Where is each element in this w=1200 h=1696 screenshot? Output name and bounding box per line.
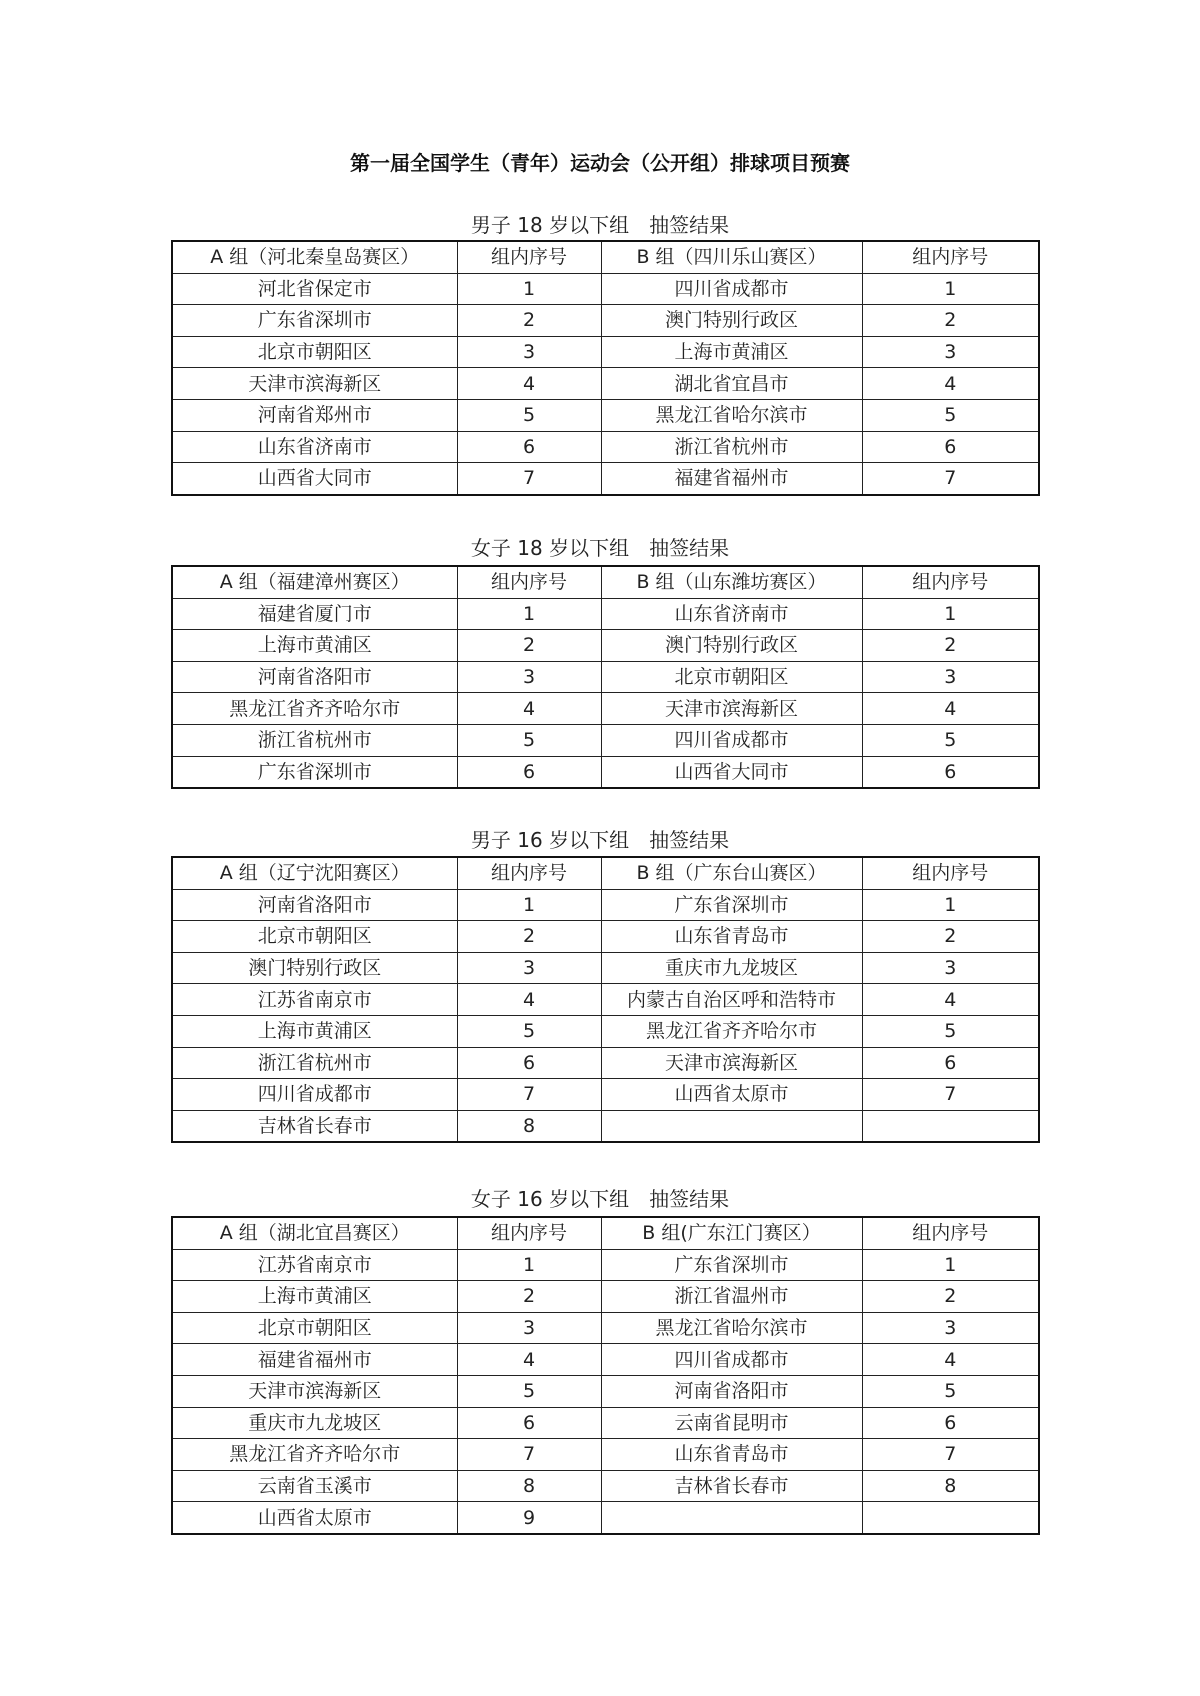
table-row bbox=[172, 431, 1039, 463]
table-row bbox=[172, 463, 1039, 495]
table-row bbox=[172, 399, 1039, 431]
team-cell: 浙江省杭州市 bbox=[172, 724, 457, 756]
team-cell: 吉林省长春市 bbox=[601, 1470, 862, 1502]
table-row bbox=[172, 889, 1039, 921]
draw-results-table bbox=[171, 240, 1040, 496]
table-row bbox=[172, 756, 1039, 788]
team-cell: 天津市滨海新区 bbox=[601, 693, 862, 725]
seed-number-cell: 2 bbox=[457, 630, 601, 662]
table-row bbox=[172, 921, 1039, 953]
table-row bbox=[172, 1047, 1039, 1079]
column-header: 组内序号 bbox=[457, 857, 601, 889]
seed-number-cell: 1 bbox=[862, 1249, 1039, 1281]
table-row bbox=[172, 693, 1039, 725]
table-row bbox=[172, 1249, 1039, 1281]
table-row bbox=[172, 1344, 1039, 1376]
seed-number-cell: 2 bbox=[862, 921, 1039, 953]
team-cell: 黑龙江省齐齐哈尔市 bbox=[172, 693, 457, 725]
table-header-row bbox=[172, 1217, 1039, 1249]
table-row bbox=[172, 1281, 1039, 1313]
column-header: 组内序号 bbox=[862, 566, 1039, 598]
team-cell: 北京市朝阳区 bbox=[172, 1312, 457, 1344]
seed-number-cell: 3 bbox=[862, 336, 1039, 368]
seed-number-cell: 2 bbox=[457, 1281, 601, 1313]
seed-number-cell: 3 bbox=[862, 661, 1039, 693]
seed-number-cell: 9 bbox=[457, 1502, 601, 1534]
seed-number-cell: 2 bbox=[862, 305, 1039, 337]
column-header: A 组（福建漳州赛区） bbox=[172, 566, 457, 598]
seed-number-cell: 3 bbox=[457, 661, 601, 693]
seed-number-cell: 4 bbox=[862, 693, 1039, 725]
seed-number-cell: 2 bbox=[457, 921, 601, 953]
column-header: 组内序号 bbox=[457, 1217, 601, 1249]
table-row bbox=[172, 368, 1039, 400]
table-row bbox=[172, 630, 1039, 662]
team-cell: 上海市黄浦区 bbox=[601, 336, 862, 368]
seed-number-cell: 3 bbox=[862, 952, 1039, 984]
column-header: A 组（湖北宜昌赛区） bbox=[172, 1217, 457, 1249]
seed-number-cell: 8 bbox=[862, 1470, 1039, 1502]
team-cell: 广东省深圳市 bbox=[601, 889, 862, 921]
seed-number-cell: 1 bbox=[457, 273, 601, 305]
table-row bbox=[172, 1470, 1039, 1502]
seed-number-cell: 1 bbox=[457, 889, 601, 921]
section-caption: 男子 18 岁以下组 抽签结果 bbox=[470, 213, 730, 237]
table-row bbox=[172, 305, 1039, 337]
team-cell: 澳门特别行政区 bbox=[601, 305, 862, 337]
team-cell: 云南省玉溪市 bbox=[172, 1470, 457, 1502]
team-cell: 山西省大同市 bbox=[601, 756, 862, 788]
seed-number-cell: 7 bbox=[457, 1079, 601, 1111]
seed-number-cell: 4 bbox=[457, 693, 601, 725]
column-header: A 组（辽宁沈阳赛区） bbox=[172, 857, 457, 889]
seed-number-cell: 1 bbox=[862, 598, 1039, 630]
team-cell: 上海市黄浦区 bbox=[172, 1281, 457, 1313]
seed-number-cell: 3 bbox=[457, 952, 601, 984]
table-row bbox=[172, 598, 1039, 630]
team-cell: 四川省成都市 bbox=[601, 1344, 862, 1376]
seed-number-cell: 6 bbox=[457, 431, 601, 463]
seed-number-cell: 6 bbox=[862, 1407, 1039, 1439]
draw-results-table bbox=[171, 565, 1040, 789]
seed-number-cell: 3 bbox=[457, 1312, 601, 1344]
team-cell: 澳门特别行政区 bbox=[172, 952, 457, 984]
team-cell: 北京市朝阳区 bbox=[172, 336, 457, 368]
team-cell: 四川省成都市 bbox=[172, 1079, 457, 1111]
seed-number-cell: 2 bbox=[862, 1281, 1039, 1313]
team-cell: 河南省洛阳市 bbox=[601, 1375, 862, 1407]
seed-number-cell: 1 bbox=[457, 598, 601, 630]
team-cell: 重庆市九龙坡区 bbox=[172, 1407, 457, 1439]
team-cell: 广东省深圳市 bbox=[172, 756, 457, 788]
seed-number-cell: 6 bbox=[457, 1407, 601, 1439]
column-header: B 组（广东台山赛区） bbox=[601, 857, 862, 889]
team-cell: 山东省济南市 bbox=[172, 431, 457, 463]
table-header-row bbox=[172, 857, 1039, 889]
team-cell: 山西省太原市 bbox=[601, 1079, 862, 1111]
team-cell: 福建省福州市 bbox=[172, 1344, 457, 1376]
team-cell bbox=[601, 1502, 862, 1534]
team-cell: 河南省洛阳市 bbox=[172, 889, 457, 921]
section-caption: 女子 18 岁以下组 抽签结果 bbox=[470, 536, 730, 560]
table-row bbox=[172, 1312, 1039, 1344]
team-cell: 江苏省南京市 bbox=[172, 984, 457, 1016]
team-cell: 黑龙江省哈尔滨市 bbox=[601, 1312, 862, 1344]
team-cell: 广东省深圳市 bbox=[601, 1249, 862, 1281]
team-cell: 山东省济南市 bbox=[601, 598, 862, 630]
seed-number-cell: 3 bbox=[862, 1312, 1039, 1344]
seed-number-cell: 4 bbox=[862, 1344, 1039, 1376]
seed-number-cell: 4 bbox=[457, 984, 601, 1016]
team-cell: 北京市朝阳区 bbox=[601, 661, 862, 693]
team-cell: 内蒙古自治区呼和浩特市 bbox=[601, 984, 862, 1016]
section-caption: 女子 16 岁以下组 抽签结果 bbox=[470, 1187, 730, 1211]
seed-number-cell: 6 bbox=[862, 756, 1039, 788]
seed-number-cell: 6 bbox=[862, 431, 1039, 463]
table-row bbox=[172, 1439, 1039, 1471]
team-cell: 浙江省温州市 bbox=[601, 1281, 862, 1313]
column-header: 组内序号 bbox=[862, 1217, 1039, 1249]
seed-number-cell: 4 bbox=[457, 368, 601, 400]
draw-results-table bbox=[171, 1216, 1040, 1535]
team-cell: 江苏省南京市 bbox=[172, 1249, 457, 1281]
seed-number-cell: 1 bbox=[862, 889, 1039, 921]
table-row bbox=[172, 952, 1039, 984]
seed-number-cell: 6 bbox=[862, 1047, 1039, 1079]
column-header: B 组(广东江门赛区） bbox=[601, 1217, 862, 1249]
team-cell: 吉林省长春市 bbox=[172, 1110, 457, 1142]
table-header-row bbox=[172, 566, 1039, 598]
seed-number-cell: 7 bbox=[862, 1079, 1039, 1111]
table-row bbox=[172, 1079, 1039, 1111]
table-row bbox=[172, 984, 1039, 1016]
table-row bbox=[172, 1407, 1039, 1439]
seed-number-cell bbox=[862, 1502, 1039, 1534]
seed-number-cell: 4 bbox=[457, 1344, 601, 1376]
seed-number-cell: 8 bbox=[457, 1470, 601, 1502]
seed-number-cell: 1 bbox=[862, 273, 1039, 305]
seed-number-cell: 7 bbox=[457, 463, 601, 495]
seed-number-cell: 3 bbox=[457, 336, 601, 368]
column-header: 组内序号 bbox=[457, 241, 601, 273]
team-cell: 黑龙江省齐齐哈尔市 bbox=[601, 1015, 862, 1047]
seed-number-cell: 5 bbox=[862, 1375, 1039, 1407]
team-cell: 广东省深圳市 bbox=[172, 305, 457, 337]
seed-number-cell: 5 bbox=[862, 1015, 1039, 1047]
team-cell: 山西省太原市 bbox=[172, 1502, 457, 1534]
team-cell: 天津市滨海新区 bbox=[601, 1047, 862, 1079]
column-header: 组内序号 bbox=[862, 857, 1039, 889]
team-cell: 河南省洛阳市 bbox=[172, 661, 457, 693]
table-row bbox=[172, 1110, 1039, 1142]
column-header: B 组（四川乐山赛区） bbox=[601, 241, 862, 273]
team-cell: 福建省福州市 bbox=[601, 463, 862, 495]
seed-number-cell: 2 bbox=[457, 305, 601, 337]
seed-number-cell bbox=[862, 1110, 1039, 1142]
team-cell: 山西省大同市 bbox=[172, 463, 457, 495]
team-cell: 上海市黄浦区 bbox=[172, 1015, 457, 1047]
team-cell: 天津市滨海新区 bbox=[172, 368, 457, 400]
seed-number-cell: 7 bbox=[862, 463, 1039, 495]
document-title: 第一届全国学生（青年）运动会（公开组）排球项目预赛 bbox=[350, 151, 850, 175]
table-row bbox=[172, 1502, 1039, 1534]
seed-number-cell: 5 bbox=[457, 1015, 601, 1047]
seed-number-cell: 4 bbox=[862, 368, 1039, 400]
seed-number-cell: 5 bbox=[457, 1375, 601, 1407]
seed-number-cell: 5 bbox=[457, 724, 601, 756]
table-row bbox=[172, 1375, 1039, 1407]
seed-number-cell: 5 bbox=[457, 399, 601, 431]
seed-number-cell: 7 bbox=[862, 1439, 1039, 1471]
team-cell: 浙江省杭州市 bbox=[601, 431, 862, 463]
team-cell: 上海市黄浦区 bbox=[172, 630, 457, 662]
seed-number-cell: 8 bbox=[457, 1110, 601, 1142]
column-header: 组内序号 bbox=[862, 241, 1039, 273]
seed-number-cell: 6 bbox=[457, 1047, 601, 1079]
seed-number-cell: 7 bbox=[457, 1439, 601, 1471]
seed-number-cell: 6 bbox=[457, 756, 601, 788]
column-header: A 组（河北秦皇岛赛区） bbox=[172, 241, 457, 273]
table-row bbox=[172, 273, 1039, 305]
team-cell: 黑龙江省齐齐哈尔市 bbox=[172, 1439, 457, 1471]
table-row bbox=[172, 724, 1039, 756]
team-cell: 天津市滨海新区 bbox=[172, 1375, 457, 1407]
seed-number-cell: 1 bbox=[457, 1249, 601, 1281]
team-cell: 北京市朝阳区 bbox=[172, 921, 457, 953]
column-header: B 组（山东潍坊赛区） bbox=[601, 566, 862, 598]
team-cell: 澳门特别行政区 bbox=[601, 630, 862, 662]
table-row bbox=[172, 661, 1039, 693]
team-cell: 浙江省杭州市 bbox=[172, 1047, 457, 1079]
team-cell: 黑龙江省哈尔滨市 bbox=[601, 399, 862, 431]
team-cell: 河北省保定市 bbox=[172, 273, 457, 305]
table-header-row bbox=[172, 241, 1039, 273]
team-cell: 山东省青岛市 bbox=[601, 1439, 862, 1471]
team-cell: 四川省成都市 bbox=[601, 273, 862, 305]
table-row bbox=[172, 336, 1039, 368]
team-cell: 山东省青岛市 bbox=[601, 921, 862, 953]
draw-results-table bbox=[171, 856, 1040, 1143]
team-cell: 四川省成都市 bbox=[601, 724, 862, 756]
team-cell: 湖北省宜昌市 bbox=[601, 368, 862, 400]
column-header: 组内序号 bbox=[457, 566, 601, 598]
seed-number-cell: 5 bbox=[862, 724, 1039, 756]
section-caption: 男子 16 岁以下组 抽签结果 bbox=[470, 828, 730, 852]
table-row bbox=[172, 1015, 1039, 1047]
team-cell: 河南省郑州市 bbox=[172, 399, 457, 431]
team-cell: 福建省厦门市 bbox=[172, 598, 457, 630]
seed-number-cell: 5 bbox=[862, 399, 1039, 431]
team-cell: 云南省昆明市 bbox=[601, 1407, 862, 1439]
team-cell: 重庆市九龙坡区 bbox=[601, 952, 862, 984]
seed-number-cell: 2 bbox=[862, 630, 1039, 662]
team-cell bbox=[601, 1110, 862, 1142]
seed-number-cell: 4 bbox=[862, 984, 1039, 1016]
